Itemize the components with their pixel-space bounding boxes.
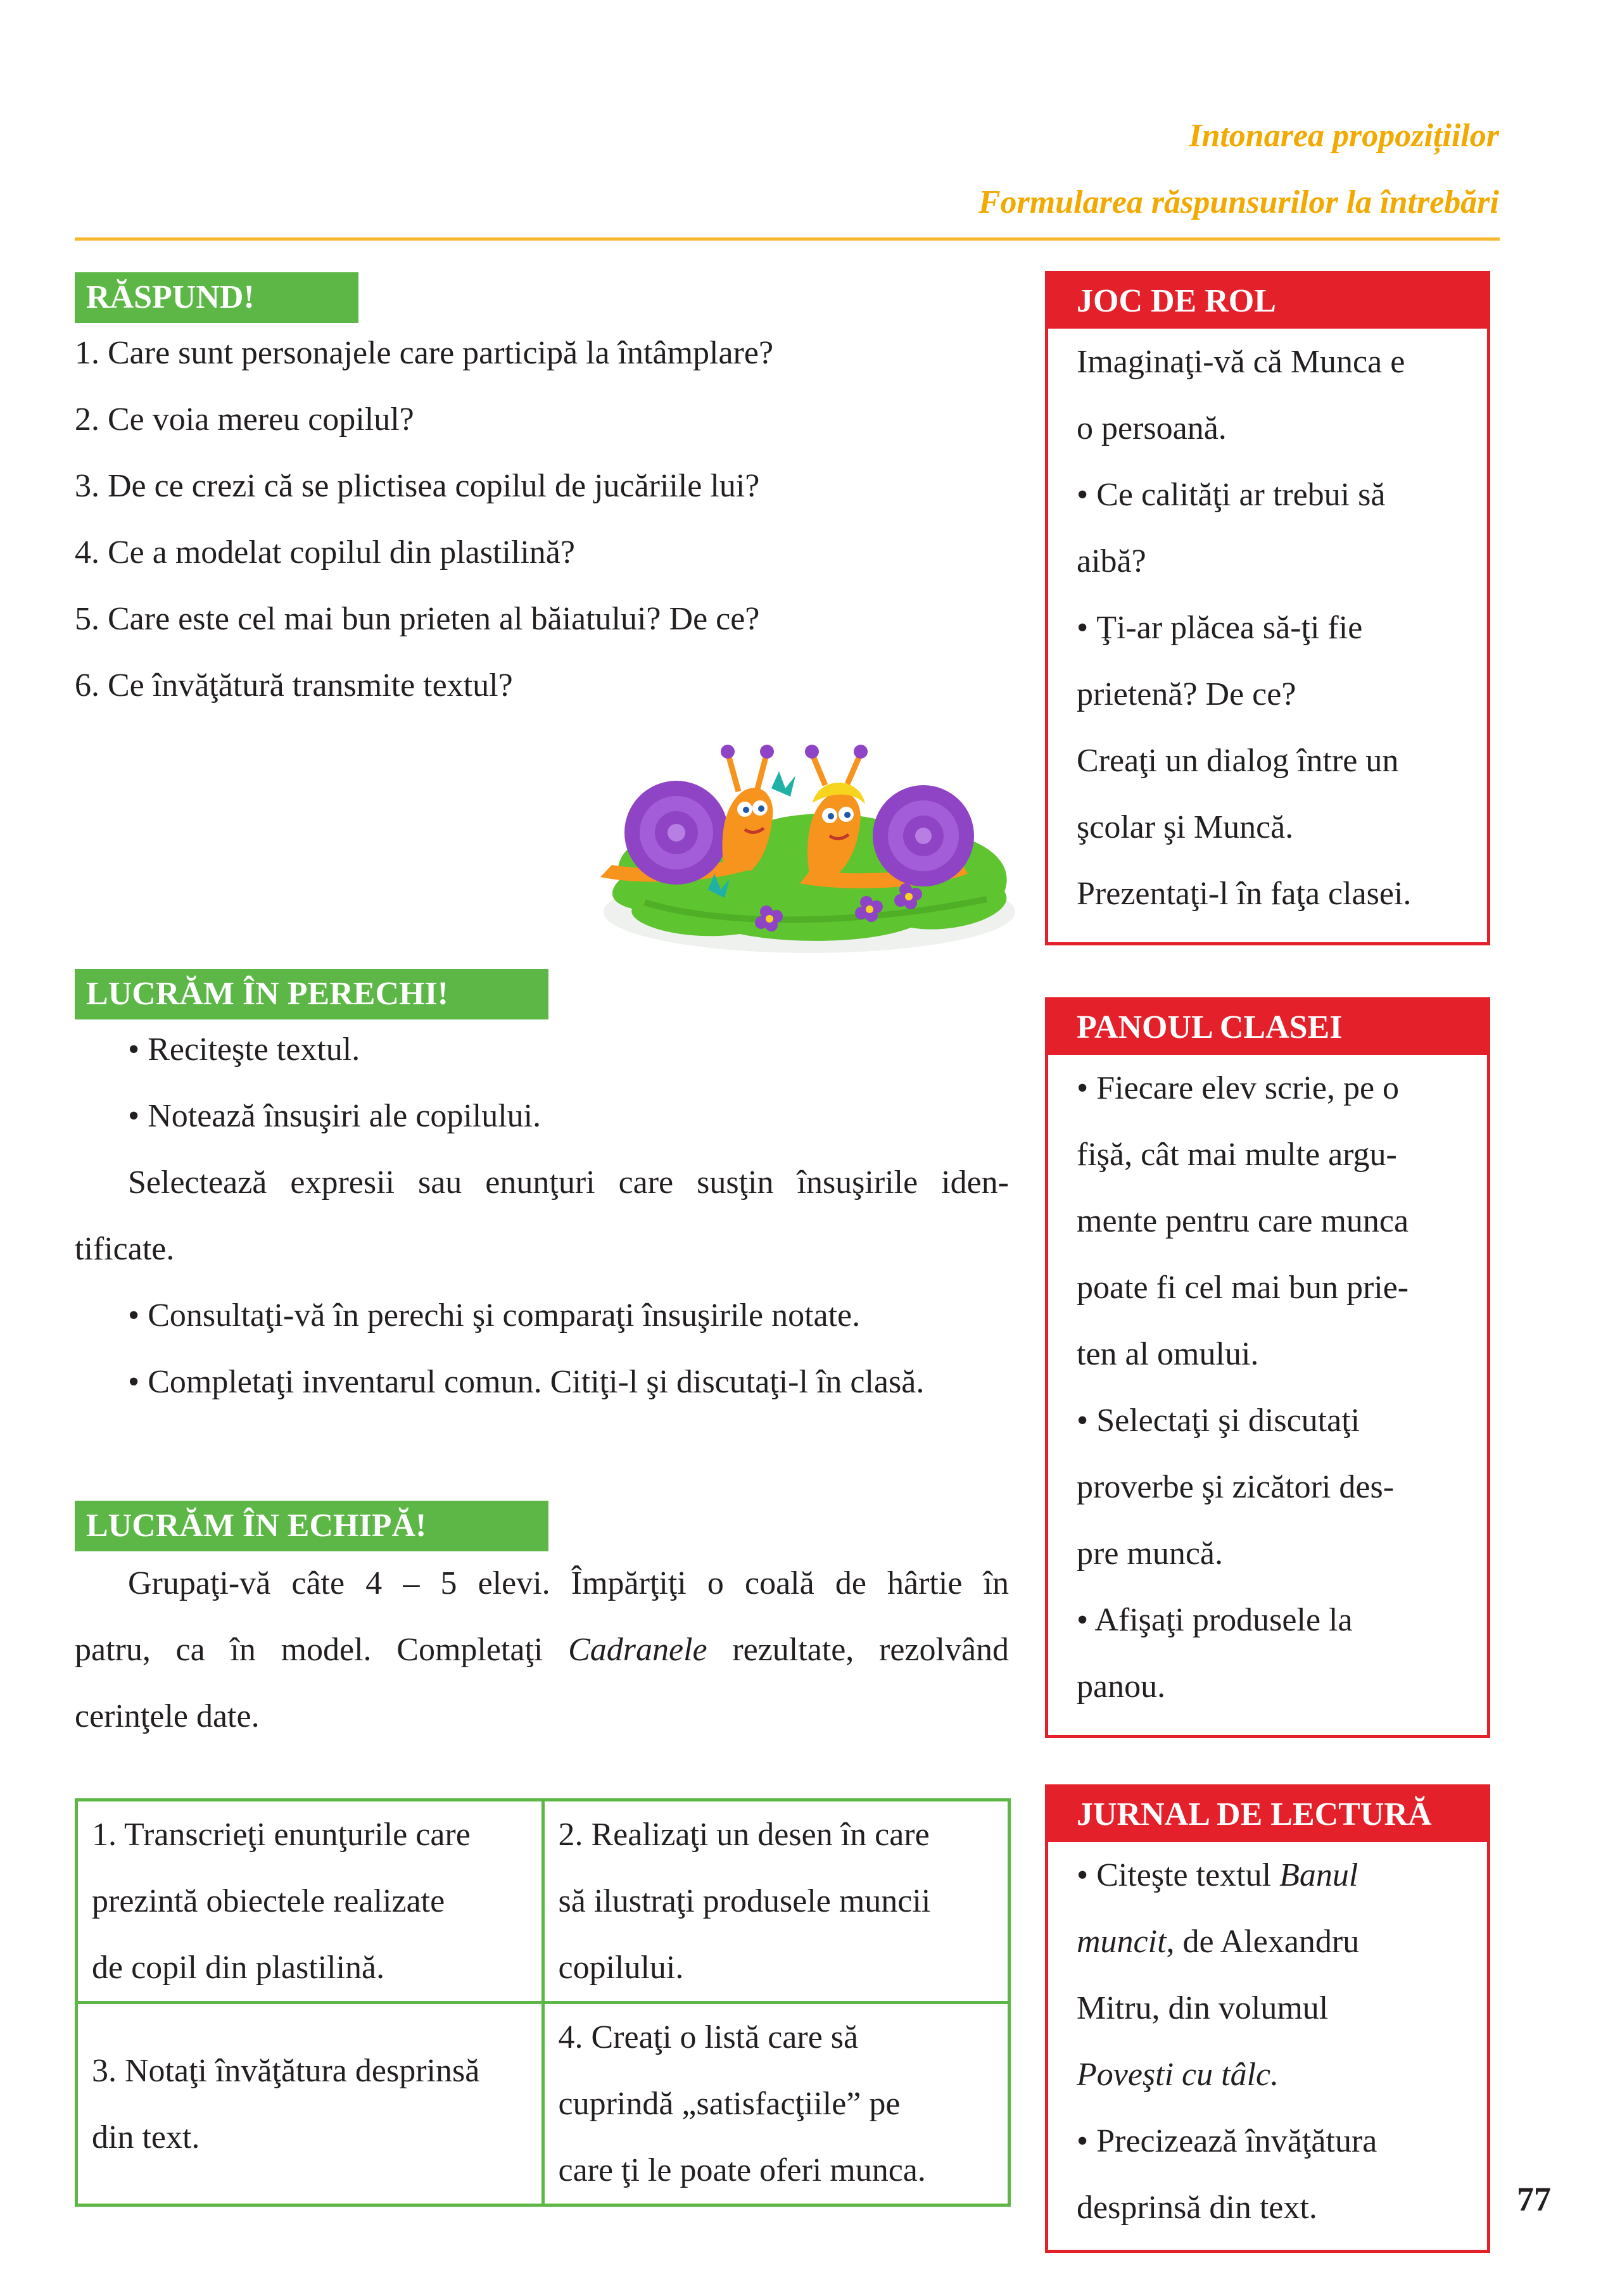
- cadran-line: de copil din plastilină.: [92, 1950, 385, 1986]
- cadran-line: 4. Creaţi o listă care să: [558, 2019, 859, 2055]
- perechi-text: [75, 1016, 1009, 1415]
- question-item: 3. De ce crezi că se plictisea copilul de jucăriile lui?: [75, 468, 760, 504]
- echipa-line2-start: patru, ca în model. Completaţi: [75, 1632, 543, 1668]
- cadran-3: [77, 2003, 543, 2205]
- panou-line: ten al omului.: [1077, 1336, 1259, 1372]
- perechi-line: • Notează însuşiri ale copilului.: [128, 1098, 541, 1134]
- jurnal-de-lectura-body: [1048, 1842, 1487, 2241]
- jurnal-line: desprinsă din text.: [1077, 2190, 1317, 2226]
- panoul-clasei-body: [1048, 1055, 1487, 1720]
- echipa-line: cerinţele date.: [75, 1698, 260, 1734]
- echipa-text: [75, 1550, 1009, 1750]
- perechi-line: Selectează expresii sau enunţuri care susţin însuşirile iden-: [128, 1164, 1009, 1201]
- jurnal-line: [1077, 1842, 1487, 1908]
- perechi-line: • Reciteşte textul.: [128, 1031, 360, 1068]
- cadran-line: care ţi le poate oferi munca.: [558, 2152, 926, 2188]
- cadran-1: [77, 1800, 543, 2003]
- header-rule: [75, 237, 1500, 241]
- panou-line: • Selectaţi şi discutaţi: [1077, 1403, 1360, 1439]
- header-topic-2: Formularea răspunsurilor la întrebări: [978, 184, 1499, 220]
- echipa-line2-end: rezultate, rezolvând: [732, 1632, 1010, 1668]
- panou-line: • Fiecare elev scrie, pe o: [1077, 1070, 1400, 1106]
- joc-line: aibă?: [1077, 543, 1146, 579]
- echipa-line: [75, 1617, 1009, 1683]
- book-title-part2: muncit: [1077, 1924, 1167, 1960]
- perechi-line: • Completaţi inventarul comun. Citiţi-l şi discutaţi-l în clasă.: [128, 1364, 925, 1400]
- panou-line: pre muncă.: [1077, 1536, 1224, 1572]
- panou-line: mente pentru care munca: [1077, 1203, 1409, 1239]
- jurnal-line2-end: , de Alexandru: [1166, 1924, 1360, 1960]
- perechi-label: LUCRĂM ÎN PERECHI!: [75, 969, 548, 1019]
- echipa-label: LUCRĂM ÎN ECHIPĂ!: [75, 1501, 548, 1551]
- joc-line: şcolar şi Muncă.: [1077, 809, 1294, 845]
- cadran-line: 3. Notaţi învăţătura desprinsă: [92, 2052, 480, 2089]
- joc-line: • Ce calităţi ar trebui să: [1077, 477, 1386, 513]
- joc-line: • Ţi-ar plăcea să-ţi fie: [1077, 610, 1363, 646]
- question-item: 5. Care este cel mai bun prieten al băiatului? De ce?: [75, 601, 760, 637]
- jurnal-line1-start: • Citeşte textul: [1077, 1857, 1272, 1893]
- snails-illustration: [581, 722, 1025, 975]
- cadran-line: 1. Transcrieţi enunţurile care: [92, 1817, 471, 1853]
- joc-line: Creaţi un dialog între un: [1077, 743, 1399, 779]
- cadran-line: din text.: [92, 2119, 200, 2155]
- jurnal-line: • Precizează învăţătura: [1077, 2123, 1377, 2159]
- panou-line: proverbe şi zicători des-: [1077, 1469, 1395, 1505]
- cadran-line: prezintă obiectele realizate: [92, 1883, 445, 1919]
- cadran-line: să ilustraţi produsele muncii: [558, 1883, 931, 1919]
- header-topic-1: Intonarea propozițiilor: [1189, 118, 1499, 154]
- raspund-questions: [75, 320, 773, 719]
- joc-line: Prezentaţi-l în faţa clasei.: [1077, 876, 1412, 912]
- joc-de-rol-box: [1045, 271, 1490, 945]
- perechi-line: • Consultaţi-vă în perechi şi comparaţi însuşirile notate.: [128, 1297, 861, 1334]
- panou-line: fişă, cât mai multe argu-: [1077, 1137, 1397, 1173]
- question-item: 2. Ce voia mereu copilul?: [75, 401, 414, 438]
- panou-line: panou.: [1077, 1668, 1166, 1705]
- raspund-label: RĂSPUND!: [75, 272, 358, 323]
- joc-de-rol-title: JOC DE ROL: [1048, 274, 1487, 329]
- jurnal-line: Mitru, din volumul: [1077, 1990, 1329, 2026]
- jurnal-de-lectura-title: JURNAL DE LECTURĂ: [1048, 1788, 1487, 1842]
- cadran-4: [543, 2003, 1010, 2205]
- joc-line: prietenă? De ce?: [1077, 676, 1296, 712]
- volume-title: Poveşti cu tâlc.: [1077, 2057, 1279, 2093]
- joc-de-rol-body: [1048, 329, 1487, 927]
- jurnal-line: [1077, 2041, 1487, 2108]
- question-item: 4. Ce a modelat copilul din plastilină?: [75, 534, 575, 571]
- question-item: 1. Care sunt personajele care participă la întâmplare?: [75, 335, 774, 371]
- book-title-part1: Banul: [1279, 1857, 1358, 1893]
- echipa-line: Grupaţi-vă câte 4 – 5 elevi. Împărţiţi o coală de hârtie în: [128, 1565, 1009, 1601]
- page-number: 77: [1517, 2180, 1551, 2218]
- joc-line: o persoană.: [1077, 410, 1227, 446]
- cadrane-table: [75, 1798, 1011, 2207]
- perechi-line: tificate.: [75, 1231, 175, 1267]
- cadran-line: copilului.: [558, 1950, 684, 1986]
- panou-line: • Afişaţi produsele la: [1077, 1602, 1353, 1638]
- cadran-2: [543, 1800, 1010, 2003]
- joc-line: Imaginaţi-vă că Munca e: [1077, 344, 1405, 380]
- panoul-clasei-title: PANOUL CLASEI: [1048, 1000, 1487, 1055]
- cadranele-term: Cadranele: [568, 1632, 707, 1668]
- panou-line: poate fi cel mai bun prie-: [1077, 1270, 1409, 1306]
- panoul-clasei-box: [1045, 997, 1490, 1738]
- jurnal-line: [1077, 1908, 1487, 1975]
- question-item: 6. Ce învăţătură transmite textul?: [75, 667, 513, 703]
- cadran-line: 2. Realizaţi un desen în care: [558, 1817, 930, 1853]
- cadran-line: cuprindă „satisfacţiile” pe: [558, 2086, 901, 2122]
- jurnal-de-lectura-box: [1045, 1784, 1490, 2253]
